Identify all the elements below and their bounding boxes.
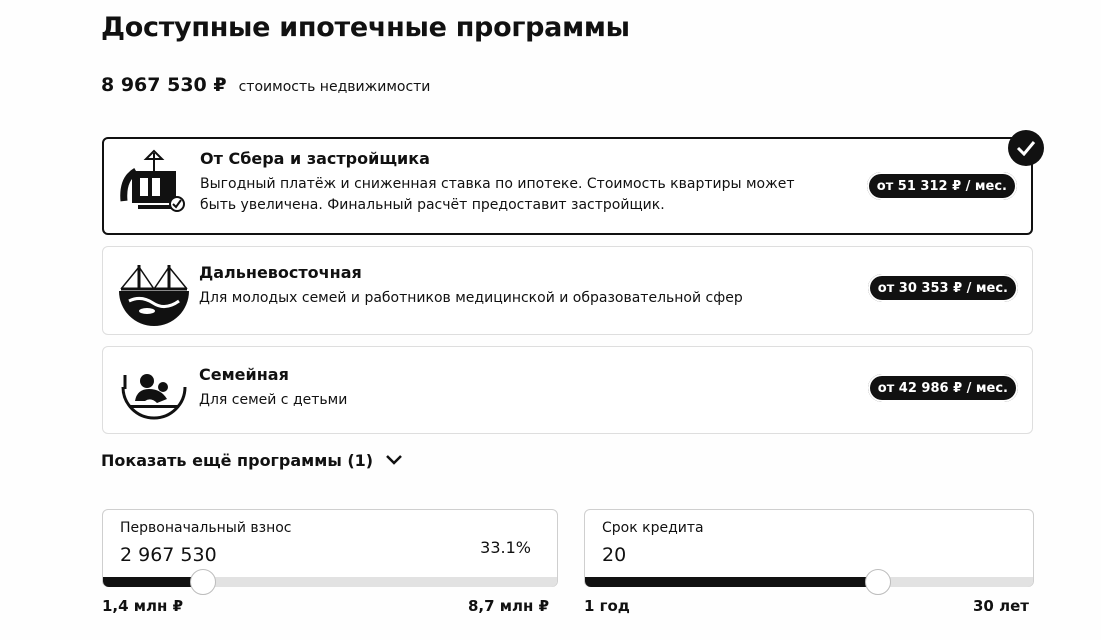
- program-text: [199, 263, 819, 309]
- program-description: Для семей с детьми: [199, 392, 348, 408]
- down-payment-min: 1,4 млн ₽: [102, 597, 184, 615]
- program-title: От Сбера и застройщика: [200, 149, 430, 168]
- loan-term-min: 1 год: [584, 597, 630, 615]
- program-text: [200, 149, 820, 216]
- down-payment-value[interactable]: 2 967 530: [120, 544, 217, 566]
- selected-check-icon: [1008, 130, 1044, 166]
- building-crane-icon: [118, 149, 192, 223]
- down-payment-label: Первоначальный взнос: [120, 520, 292, 536]
- slider-thumb[interactable]: [865, 569, 891, 595]
- program-title: Семейная: [199, 365, 289, 384]
- monthly-payment-badge: от 42 986 ₽ / мес.: [868, 374, 1018, 402]
- loan-term-field[interactable]: [584, 509, 1034, 587]
- property-price: [101, 74, 430, 96]
- down-payment-field[interactable]: [102, 509, 558, 587]
- property-price-value: 8 967 530 ₽: [101, 74, 227, 96]
- loan-term-label: Срок кредита: [602, 520, 704, 536]
- slider-fill: [585, 577, 878, 587]
- loan-term-max: 30 лет: [973, 597, 1029, 615]
- program-description: Для молодых семей и работников медицинской и образовательной сфер: [199, 290, 743, 306]
- slider-thumb[interactable]: [190, 569, 216, 595]
- monthly-payment-badge: от 30 353 ₽ / мес.: [868, 274, 1018, 302]
- program-description: Выгодный платёж и сниженная ставка по ипотеке. Стоимость квартиры может быть увеличена. Финальный расчёт предоставит застройщик.: [200, 176, 795, 213]
- monthly-payment-badge: от 51 312 ₽ / мес.: [867, 172, 1017, 200]
- program-title: Дальневосточная: [199, 263, 362, 282]
- program-card-far-east[interactable]: [102, 246, 1033, 335]
- down-payment-slider[interactable]: [103, 577, 557, 587]
- show-more-programs-button[interactable]: [101, 451, 403, 470]
- loan-term-slider[interactable]: [585, 577, 1033, 587]
- family-icon: [117, 355, 191, 429]
- chevron-down-icon: [385, 451, 403, 470]
- slider-fill: [103, 577, 203, 587]
- loan-term-value[interactable]: 20: [602, 544, 627, 566]
- bridge-icon: [117, 255, 191, 329]
- down-payment-percent: 33.1%: [480, 538, 531, 557]
- program-card-family[interactable]: [102, 346, 1033, 434]
- program-card-sber[interactable]: [102, 137, 1033, 235]
- property-price-label: стоимость недвижимости: [238, 79, 431, 95]
- down-payment-max: 8,7 млн ₽: [468, 597, 550, 615]
- program-text: [199, 365, 819, 411]
- page-title: Доступные ипотечные программы: [101, 12, 630, 43]
- show-more-label: Показать ещё программы (1): [101, 451, 374, 470]
